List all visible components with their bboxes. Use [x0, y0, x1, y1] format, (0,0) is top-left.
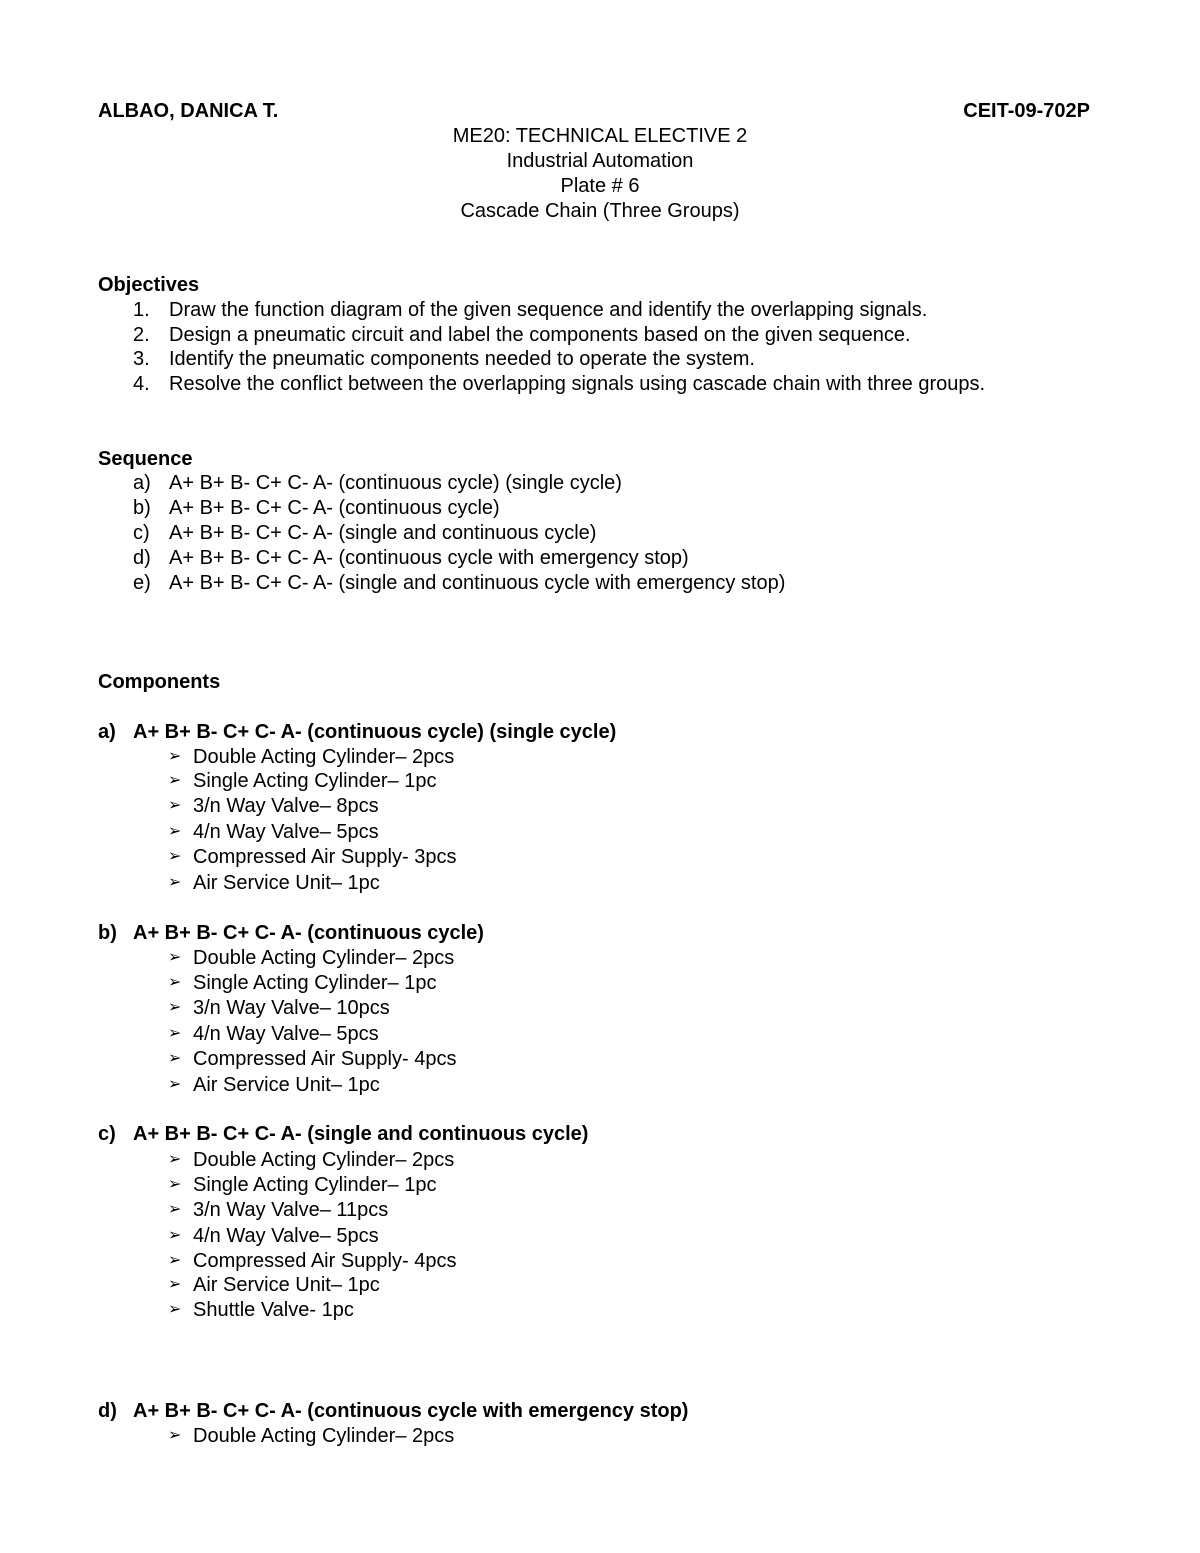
group-title: A+ B+ B- C+ C- A- (continuous cycle) (single cycle) — [133, 721, 617, 743]
list-text: Air Service Unit– 1pc — [193, 1074, 380, 1096]
list-text: 3/n Way Valve– 10pcs — [193, 997, 390, 1019]
arrowhead-bullet-icon: ➢ — [168, 1301, 182, 1318]
list-text: A+ B+ B- C+ C- A- (continuous cycle) — [169, 497, 500, 519]
section-code: CEIT-09-702P — [963, 100, 1090, 122]
list-text: Double Acting Cylinder– 2pcs — [193, 947, 455, 969]
group-label: d) — [98, 1400, 117, 1422]
list-text: Single Acting Cylinder– 1pc — [193, 770, 437, 792]
group-label: a) — [98, 721, 116, 743]
list-text: Double Acting Cylinder– 2pcs — [193, 1425, 455, 1447]
arrowhead-bullet-icon: ➢ — [168, 999, 182, 1016]
list-text: A+ B+ B- C+ C- A- (continuous cycle with emergency stop) — [169, 547, 689, 569]
list-text: Single Acting Cylinder– 1pc — [193, 972, 437, 994]
list-text: Air Service Unit– 1pc — [193, 1274, 380, 1296]
group-title: A+ B+ B- C+ C- A- (continuous cycle) — [133, 922, 484, 944]
list-number: 1. — [133, 299, 150, 321]
sequence-heading: Sequence — [98, 448, 193, 470]
list-number: 2. — [133, 324, 150, 346]
list-label: b) — [133, 497, 151, 519]
group-label: c) — [98, 1123, 116, 1145]
subject-title: Industrial Automation — [506, 150, 694, 172]
arrowhead-bullet-icon: ➢ — [168, 1076, 182, 1093]
list-text: 4/n Way Valve– 5pcs — [193, 1023, 379, 1045]
list-text: 4/n Way Valve– 5pcs — [193, 821, 379, 843]
arrowhead-bullet-icon: ➢ — [168, 1227, 182, 1244]
list-text: A+ B+ B- C+ C- A- (single and continuous cycle with emergency stop) — [169, 572, 786, 594]
arrowhead-bullet-icon: ➢ — [168, 748, 182, 765]
list-text: Identify the pneumatic components needed to operate the system. — [169, 348, 755, 370]
list-label: e) — [133, 572, 151, 594]
list-text: Double Acting Cylinder– 2pcs — [193, 746, 455, 768]
arrowhead-bullet-icon: ➢ — [168, 1427, 182, 1444]
objectives-heading: Objectives — [98, 274, 200, 296]
group-label: b) — [98, 922, 117, 944]
arrowhead-bullet-icon: ➢ — [168, 772, 182, 789]
arrowhead-bullet-icon: ➢ — [168, 1176, 182, 1193]
course-title: ME20: TECHNICAL ELECTIVE 2 — [452, 125, 748, 147]
components-heading: Components — [98, 671, 221, 693]
list-label: c) — [133, 522, 150, 544]
arrowhead-bullet-icon: ➢ — [168, 1151, 182, 1168]
list-text: A+ B+ B- C+ C- A- (continuous cycle) (single cycle) — [169, 472, 622, 494]
list-text: 3/n Way Valve– 8pcs — [193, 795, 379, 817]
arrowhead-bullet-icon: ➢ — [168, 823, 182, 840]
list-text: 3/n Way Valve– 11pcs — [193, 1199, 389, 1221]
list-text: Compressed Air Supply- 4pcs — [193, 1250, 457, 1272]
list-label: a) — [133, 472, 151, 494]
list-text: Single Acting Cylinder– 1pc — [193, 1174, 437, 1196]
list-text: Design a pneumatic circuit and label the components based on the given sequence. — [169, 324, 911, 346]
list-text: 4/n Way Valve– 5pcs — [193, 1225, 379, 1247]
arrowhead-bullet-icon: ➢ — [168, 1201, 182, 1218]
arrowhead-bullet-icon: ➢ — [168, 874, 182, 891]
list-text: Compressed Air Supply- 3pcs — [193, 846, 457, 868]
list-text: Compressed Air Supply- 4pcs — [193, 1048, 457, 1070]
topic-title: Cascade Chain (Three Groups) — [460, 200, 740, 222]
group-title: A+ B+ B- C+ C- A- (continuous cycle with emergency stop) — [133, 1400, 689, 1422]
arrowhead-bullet-icon: ➢ — [168, 797, 182, 814]
arrowhead-bullet-icon: ➢ — [168, 974, 182, 991]
list-text: Shuttle Valve- 1pc — [193, 1299, 354, 1321]
arrowhead-bullet-icon: ➢ — [168, 949, 182, 966]
list-text: Draw the function diagram of the given sequence and identify the overlapping signals. — [169, 299, 928, 321]
arrowhead-bullet-icon: ➢ — [168, 1276, 182, 1293]
list-text: A+ B+ B- C+ C- A- (single and continuous cycle) — [169, 522, 597, 544]
arrowhead-bullet-icon: ➢ — [168, 1050, 182, 1067]
list-text: Resolve the conflict between the overlapping signals using cascade chain with three groups. — [169, 373, 986, 395]
student-name: ALBAO, DANICA T. — [98, 100, 279, 122]
arrowhead-bullet-icon: ➢ — [168, 1252, 182, 1269]
arrowhead-bullet-icon: ➢ — [168, 848, 182, 865]
list-number: 4. — [133, 373, 150, 395]
list-text: Air Service Unit– 1pc — [193, 872, 380, 894]
plate-number: Plate # 6 — [560, 175, 640, 197]
arrowhead-bullet-icon: ➢ — [168, 1025, 182, 1042]
list-number: 3. — [133, 348, 150, 370]
group-title: A+ B+ B- C+ C- A- (single and continuous cycle) — [133, 1123, 589, 1145]
list-text: Double Acting Cylinder– 2pcs — [193, 1149, 455, 1171]
list-label: d) — [133, 547, 151, 569]
